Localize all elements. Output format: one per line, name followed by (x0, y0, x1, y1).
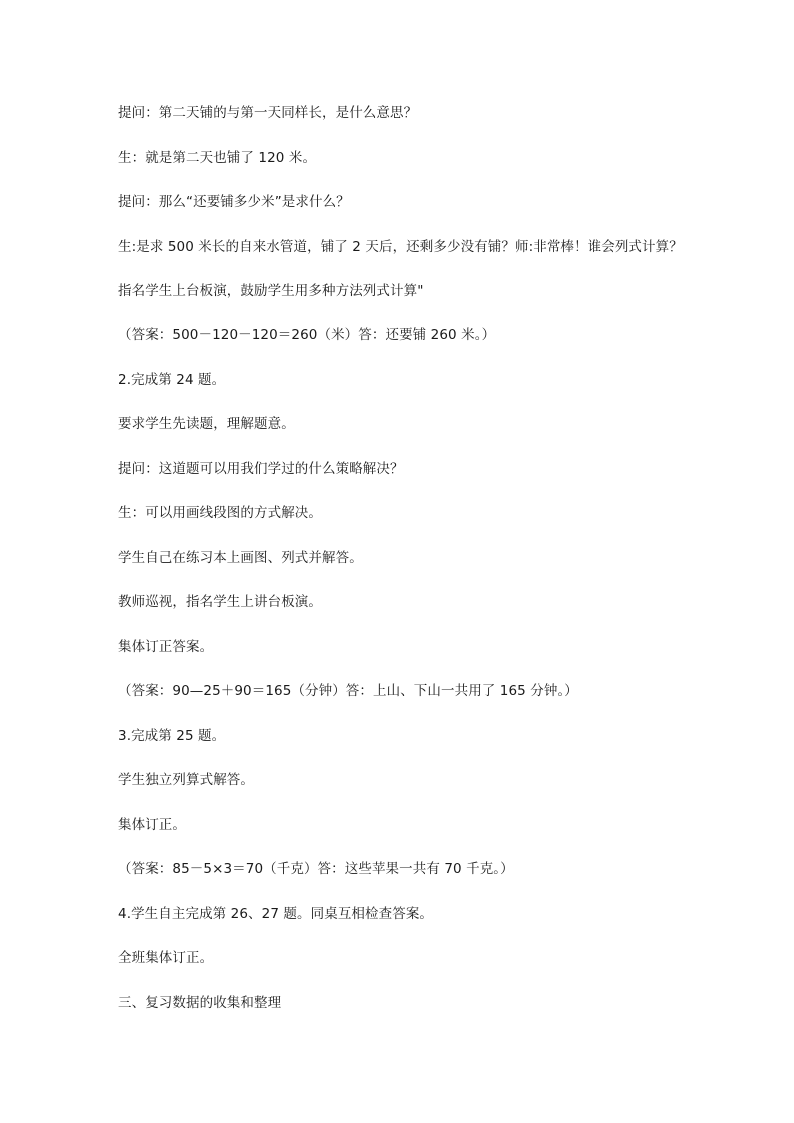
paragraph: 提问：这道题可以用我们学过的什么策略解决？ (118, 461, 404, 477)
paragraph: 生：可以用画线段图的方式解决。 (118, 505, 322, 521)
paragraph: 提问：第二天铺的与第一天同样长，是什么意思？ (118, 105, 418, 121)
paragraph: 集体订正答案。 (118, 639, 214, 655)
paragraph: 生:是求 500 米长的自来水管道，铺了 2 天后，还剩多少没有铺？师:非常棒！谁会列式计算？ (118, 239, 683, 255)
section-item: 4.学生自主完成第 26、27 题。同桌互相检查答案。 (118, 906, 434, 922)
paragraph: 生：就是第二天也铺了 120 米。 (118, 150, 317, 166)
section-item: 2.完成第 24 题。 (118, 372, 226, 388)
section-item: 3.完成第 25 题。 (118, 728, 226, 744)
paragraph: （答案：500－120－120＝260（米）答：还要铺 260 米。） (118, 327, 496, 343)
section-heading: 三、复习数据的收集和整理 (118, 995, 282, 1011)
paragraph: （答案：90—25＋90＝165（分钟）答：上山、下山一共用了 165 分钟。） (118, 683, 578, 699)
paragraph: 学生独立列算式解答。 (118, 772, 254, 788)
paragraph: 教师巡视，指名学生上讲台板演。 (118, 594, 322, 610)
paragraph: 全班集体订正。 (118, 950, 214, 966)
paragraph: 学生自己在练习本上画图、列式并解答。 (118, 550, 363, 566)
paragraph: 集体订正。 (118, 817, 186, 833)
paragraph: （答案：85－5×3＝70（千克）答：这些苹果一共有 70 千克。） (118, 861, 514, 877)
paragraph: 要求学生先读题，理解题意。 (118, 416, 295, 432)
paragraph: 提问：那么“还要铺多少米”是求什么？ (118, 194, 350, 210)
paragraph: 指名学生上台板演，鼓励学生用多种方法列式计算" (118, 283, 424, 299)
